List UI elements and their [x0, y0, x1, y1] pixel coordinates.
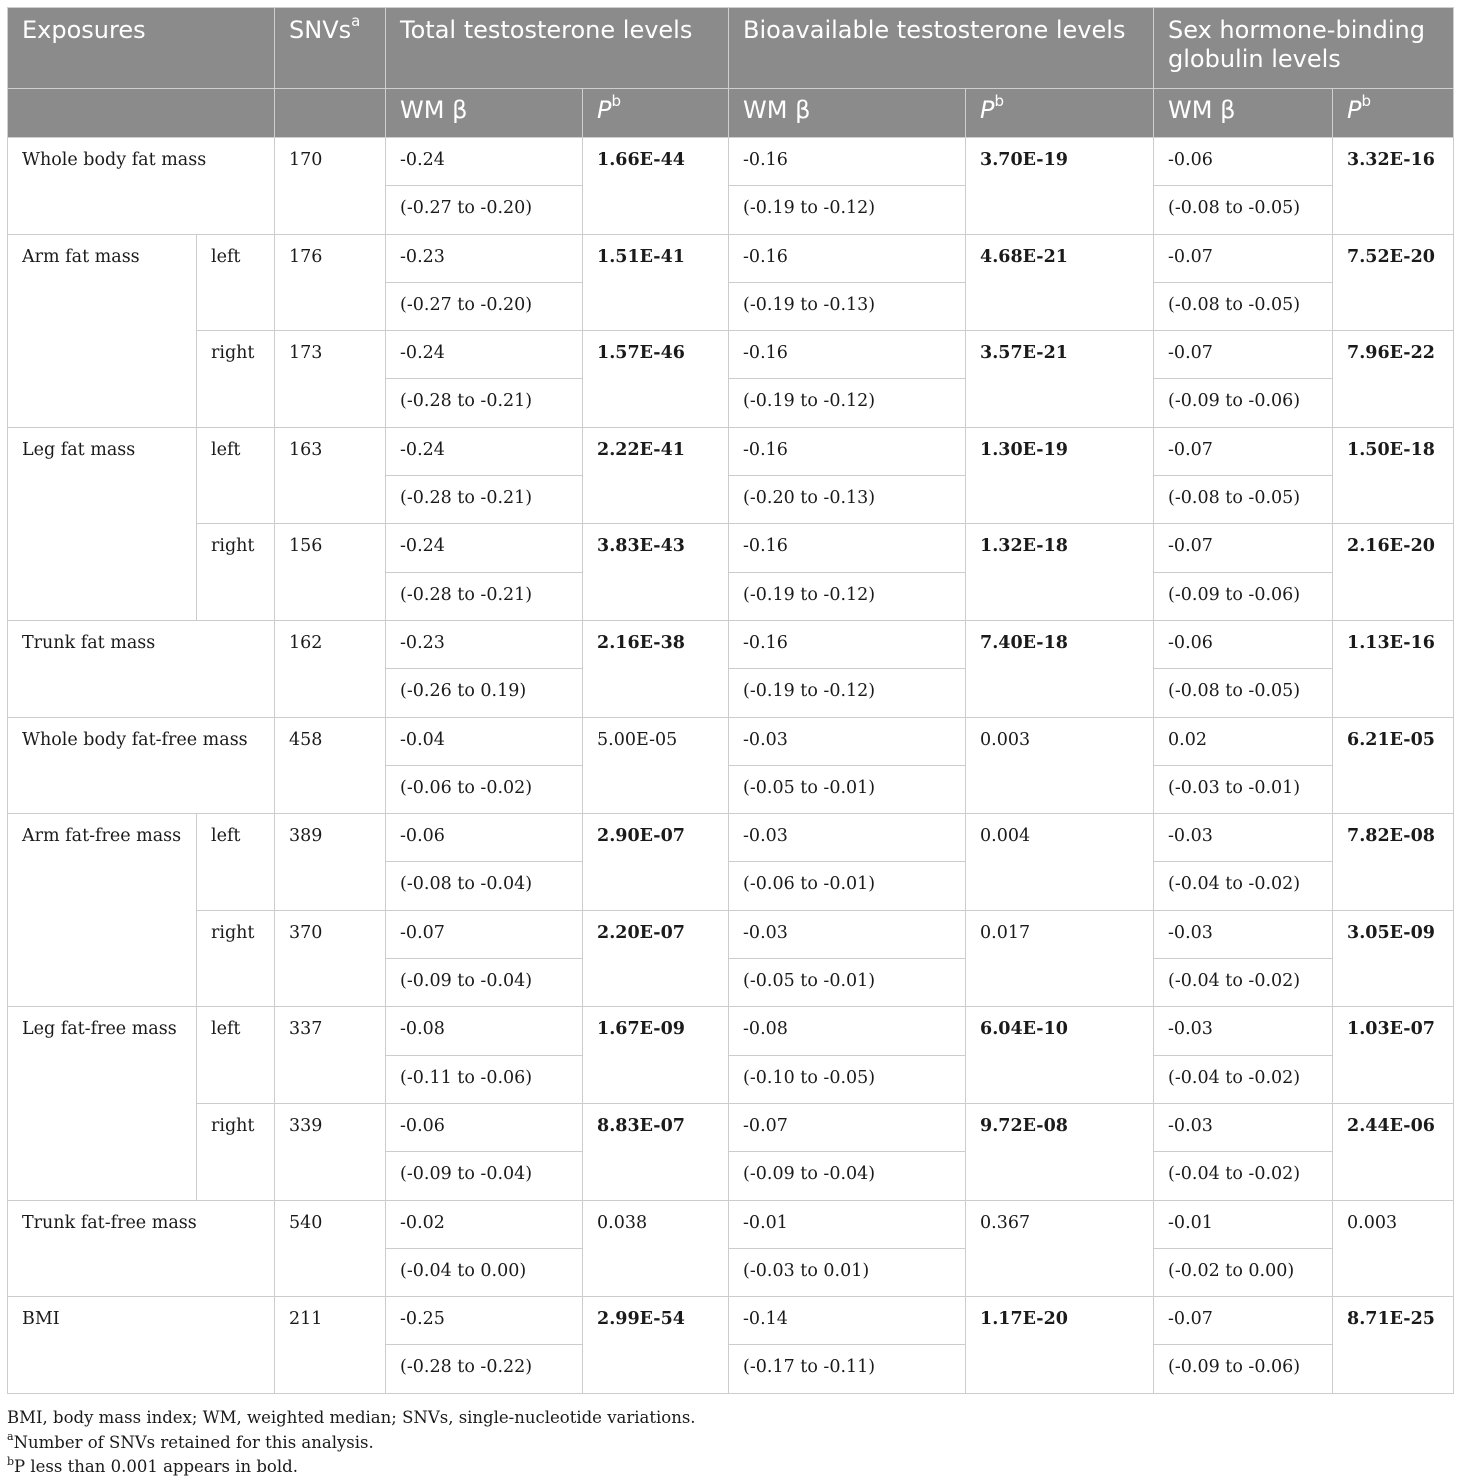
- bioavailable-testosterone-beta: -0.16: [729, 427, 966, 475]
- bioavailable-testosterone-ci: (-0.06 to -0.01): [729, 862, 966, 910]
- shbg-ci: (-0.09 to -0.06): [1154, 379, 1333, 427]
- bioavailable-testosterone-beta: -0.03: [729, 717, 966, 765]
- exposure-label: Trunk fat-free mass: [8, 1200, 275, 1297]
- exposure-label: Leg fat mass: [8, 427, 197, 620]
- shbg-beta: -0.07: [1154, 427, 1333, 475]
- total-testosterone-beta: -0.06: [386, 814, 583, 862]
- side-label: right: [197, 1103, 275, 1200]
- shbg-beta: -0.03: [1154, 1007, 1333, 1055]
- total-testosterone-beta: -0.23: [386, 234, 583, 282]
- table-row: [8, 1007, 1454, 1055]
- total-testosterone-beta: -0.06: [386, 1103, 583, 1151]
- snvs-cell: 389: [275, 814, 386, 911]
- total-testosterone-ci: (-0.04 to 0.00): [386, 1248, 583, 1296]
- header-snvs: SNVs$^a$: [275, 8, 386, 89]
- bioavailable-testosterone-ci: (-0.10 to -0.05): [729, 1055, 966, 1103]
- header-wm-beta: WM β: [729, 89, 966, 138]
- shbg-ci: (-0.04 to -0.02): [1154, 1152, 1333, 1200]
- snvs-cell: 339: [275, 1103, 386, 1200]
- shbg-ci: (-0.04 to -0.02): [1154, 1055, 1333, 1103]
- total-testosterone-ci: (-0.09 to -0.04): [386, 1152, 583, 1200]
- exposure-label: Arm fat mass: [8, 234, 197, 427]
- bioavailable-testosterone-beta: -0.16: [729, 524, 966, 572]
- shbg-p-value: 6.21E-05: [1333, 717, 1454, 814]
- total-testosterone-p-value: 1.66E-44: [583, 138, 729, 235]
- table-row: [8, 910, 1454, 958]
- bioavailable-testosterone-ci: (-0.19 to -0.12): [729, 572, 966, 620]
- bioavailable-testosterone-beta: -0.08: [729, 1007, 966, 1055]
- shbg-p-value: 7.96E-22: [1333, 331, 1454, 428]
- snvs-cell: 162: [275, 620, 386, 717]
- exposure-label: Whole body fat-free mass: [8, 717, 275, 814]
- shbg-ci: (-0.09 to -0.06): [1154, 1345, 1333, 1393]
- table-header: [8, 8, 1454, 138]
- bioavailable-testosterone-p-value: 9.72E-08: [966, 1103, 1154, 1200]
- snvs-cell: 540: [275, 1200, 386, 1297]
- total-testosterone-beta: -0.24: [386, 138, 583, 186]
- bioavailable-testosterone-ci: (-0.19 to -0.12): [729, 186, 966, 234]
- footnote-abbreviations: BMI, body mass index; WM, weighted median; SNVs, single-nucleotide variations.: [7, 1408, 696, 1427]
- total-testosterone-ci: (-0.08 to -0.04): [386, 862, 583, 910]
- header-blank: [275, 89, 386, 138]
- total-testosterone-p-value: 1.51E-41: [583, 234, 729, 331]
- shbg-ci: (-0.03 to -0.01): [1154, 765, 1333, 813]
- total-testosterone-p-value: 2.20E-07: [583, 910, 729, 1007]
- snvs-cell: 458: [275, 717, 386, 814]
- table-row: [8, 1103, 1454, 1151]
- shbg-ci: (-0.09 to -0.06): [1154, 572, 1333, 620]
- total-testosterone-p-value: 5.00E-05: [583, 717, 729, 814]
- shbg-beta: -0.01: [1154, 1200, 1333, 1248]
- bioavailable-testosterone-beta: -0.03: [729, 814, 966, 862]
- total-testosterone-ci: (-0.28 to -0.21): [386, 379, 583, 427]
- bioavailable-testosterone-ci: (-0.19 to -0.13): [729, 282, 966, 330]
- total-testosterone-beta: -0.23: [386, 620, 583, 668]
- footnote-a: $^a$Number of SNVs retained for this analysis.: [7, 1430, 374, 1452]
- header-wm-beta: WM β: [1154, 89, 1333, 138]
- bioavailable-testosterone-p-value: 1.30E-19: [966, 427, 1154, 524]
- shbg-p-value: 2.16E-20: [1333, 524, 1454, 621]
- footnote-b: $^b$P less than 0.001 appears in bold.: [7, 1454, 298, 1476]
- total-testosterone-p-value: 2.16E-38: [583, 620, 729, 717]
- shbg-p-value: 1.03E-07: [1333, 1007, 1454, 1104]
- snvs-cell: 176: [275, 234, 386, 331]
- bioavailable-testosterone-p-value: 7.40E-18: [966, 620, 1154, 717]
- bioavailable-testosterone-p-value: 0.017: [966, 910, 1154, 1007]
- shbg-p-value: 1.50E-18: [1333, 427, 1454, 524]
- bioavailable-testosterone-ci: (-0.19 to -0.12): [729, 669, 966, 717]
- header-p-value: $P^b$: [583, 89, 729, 138]
- side-label: right: [197, 524, 275, 621]
- total-testosterone-ci: (-0.27 to -0.20): [386, 282, 583, 330]
- shbg-ci: (-0.04 to -0.02): [1154, 959, 1333, 1007]
- bioavailable-testosterone-ci: (-0.05 to -0.01): [729, 959, 966, 1007]
- table-row: [8, 524, 1454, 572]
- exposure-label: Arm fat-free mass: [8, 814, 197, 1007]
- snvs-cell: 173: [275, 331, 386, 428]
- table-body: [8, 138, 1454, 1394]
- snvs-cell: 170: [275, 138, 386, 235]
- bioavailable-testosterone-beta: -0.03: [729, 910, 966, 958]
- total-testosterone-p-value: 0.038: [583, 1200, 729, 1297]
- total-testosterone-beta: -0.24: [386, 524, 583, 572]
- total-testosterone-beta: -0.25: [386, 1297, 583, 1345]
- bioavailable-testosterone-p-value: 0.004: [966, 814, 1154, 911]
- total-testosterone-p-value: 3.83E-43: [583, 524, 729, 621]
- table-row: [8, 1200, 1454, 1248]
- shbg-p-value: 1.13E-16: [1333, 620, 1454, 717]
- total-testosterone-beta: -0.07: [386, 910, 583, 958]
- header-shbg: Sex hormone-binding globulin levels: [1154, 8, 1454, 89]
- shbg-p-value: 8.71E-25: [1333, 1297, 1454, 1394]
- shbg-beta: -0.03: [1154, 814, 1333, 862]
- bioavailable-testosterone-p-value: 1.32E-18: [966, 524, 1154, 621]
- total-testosterone-ci: (-0.27 to -0.20): [386, 186, 583, 234]
- bioavailable-testosterone-ci: (-0.19 to -0.12): [729, 379, 966, 427]
- bioavailable-testosterone-p-value: 3.70E-19: [966, 138, 1154, 235]
- total-testosterone-p-value: 2.99E-54: [583, 1297, 729, 1394]
- bioavailable-testosterone-beta: -0.07: [729, 1103, 966, 1151]
- table-row: [8, 620, 1454, 668]
- shbg-p-value: 7.52E-20: [1333, 234, 1454, 331]
- snvs-cell: 337: [275, 1007, 386, 1104]
- shbg-beta: -0.03: [1154, 910, 1333, 958]
- total-testosterone-p-value: 8.83E-07: [583, 1103, 729, 1200]
- bioavailable-testosterone-ci: (-0.05 to -0.01): [729, 765, 966, 813]
- table-footnotes: [7, 1406, 696, 1480]
- table-row: [8, 814, 1454, 862]
- total-testosterone-beta: -0.08: [386, 1007, 583, 1055]
- total-testosterone-p-value: 1.57E-46: [583, 331, 729, 428]
- exposure-label: BMI: [8, 1297, 275, 1394]
- shbg-p-value: 7.82E-08: [1333, 814, 1454, 911]
- bioavailable-testosterone-beta: -0.16: [729, 331, 966, 379]
- side-label: left: [197, 1007, 275, 1104]
- shbg-ci: (-0.08 to -0.05): [1154, 186, 1333, 234]
- total-testosterone-ci: (-0.06 to -0.02): [386, 765, 583, 813]
- table-row: [8, 717, 1454, 765]
- shbg-p-value: 0.003: [1333, 1200, 1454, 1297]
- shbg-beta: -0.07: [1154, 331, 1333, 379]
- shbg-beta: 0.02: [1154, 717, 1333, 765]
- total-testosterone-ci: (-0.28 to -0.21): [386, 476, 583, 524]
- total-testosterone-ci: (-0.28 to -0.22): [386, 1345, 583, 1393]
- exposure-label: Leg fat-free mass: [8, 1007, 197, 1200]
- shbg-beta: -0.06: [1154, 620, 1333, 668]
- shbg-beta: -0.07: [1154, 524, 1333, 572]
- bioavailable-testosterone-p-value: 0.367: [966, 1200, 1154, 1297]
- exposure-label: Whole body fat mass: [8, 138, 275, 235]
- snvs-cell: 163: [275, 427, 386, 524]
- bioavailable-testosterone-beta: -0.16: [729, 620, 966, 668]
- header-blank: [8, 89, 275, 138]
- shbg-p-value: 3.32E-16: [1333, 138, 1454, 235]
- side-label: right: [197, 910, 275, 1007]
- total-testosterone-ci: (-0.09 to -0.04): [386, 959, 583, 1007]
- total-testosterone-p-value: 1.67E-09: [583, 1007, 729, 1104]
- header-p-value: $P^b$: [966, 89, 1154, 138]
- shbg-ci: (-0.08 to -0.05): [1154, 476, 1333, 524]
- side-label: left: [197, 814, 275, 911]
- total-testosterone-beta: -0.24: [386, 427, 583, 475]
- bioavailable-testosterone-p-value: 0.003: [966, 717, 1154, 814]
- bioavailable-testosterone-ci: (-0.17 to -0.11): [729, 1345, 966, 1393]
- snvs-cell: 370: [275, 910, 386, 1007]
- total-testosterone-ci: (-0.28 to -0.21): [386, 572, 583, 620]
- total-testosterone-p-value: 2.22E-41: [583, 427, 729, 524]
- header-bioavailable-testosterone: Bioavailable testosterone levels: [729, 8, 1154, 89]
- table-row: [8, 138, 1454, 186]
- shbg-ci: (-0.08 to -0.05): [1154, 669, 1333, 717]
- shbg-beta: -0.07: [1154, 1297, 1333, 1345]
- table-row: [8, 331, 1454, 379]
- table-row: [8, 234, 1454, 282]
- bioavailable-testosterone-p-value: 1.17E-20: [966, 1297, 1154, 1394]
- shbg-ci: (-0.04 to -0.02): [1154, 862, 1333, 910]
- shbg-p-value: 3.05E-09: [1333, 910, 1454, 1007]
- results-table: [7, 7, 1454, 1394]
- side-label: right: [197, 331, 275, 428]
- table-row: [8, 427, 1454, 475]
- bioavailable-testosterone-ci: (-0.20 to -0.13): [729, 476, 966, 524]
- shbg-ci: (-0.08 to -0.05): [1154, 282, 1333, 330]
- shbg-beta: -0.07: [1154, 234, 1333, 282]
- side-label: left: [197, 427, 275, 524]
- header-total-testosterone: Total testosterone levels: [386, 8, 729, 89]
- header-p-value: $P^b$: [1333, 89, 1454, 138]
- side-label: left: [197, 234, 275, 331]
- header-exposures: Exposures: [8, 8, 275, 89]
- total-testosterone-beta: -0.24: [386, 331, 583, 379]
- bioavailable-testosterone-beta: -0.16: [729, 138, 966, 186]
- bioavailable-testosterone-ci: (-0.03 to 0.01): [729, 1248, 966, 1296]
- total-testosterone-beta: -0.04: [386, 717, 583, 765]
- shbg-beta: -0.06: [1154, 138, 1333, 186]
- bioavailable-testosterone-p-value: 4.68E-21: [966, 234, 1154, 331]
- table-row: [8, 1297, 1454, 1345]
- header-wm-beta: WM β: [386, 89, 583, 138]
- shbg-ci: (-0.02 to 0.00): [1154, 1248, 1333, 1296]
- bioavailable-testosterone-p-value: 6.04E-10: [966, 1007, 1154, 1104]
- exposure-label: Trunk fat mass: [8, 620, 275, 717]
- snvs-cell: 211: [275, 1297, 386, 1394]
- bioavailable-testosterone-p-value: 3.57E-21: [966, 331, 1154, 428]
- shbg-beta: -0.03: [1154, 1103, 1333, 1151]
- total-testosterone-ci: (-0.26 to 0.19): [386, 669, 583, 717]
- total-testosterone-p-value: 2.90E-07: [583, 814, 729, 911]
- total-testosterone-ci: (-0.11 to -0.06): [386, 1055, 583, 1103]
- bioavailable-testosterone-ci: (-0.09 to -0.04): [729, 1152, 966, 1200]
- bioavailable-testosterone-beta: -0.01: [729, 1200, 966, 1248]
- total-testosterone-beta: -0.02: [386, 1200, 583, 1248]
- shbg-p-value: 2.44E-06: [1333, 1103, 1454, 1200]
- bioavailable-testosterone-beta: -0.16: [729, 234, 966, 282]
- bioavailable-testosterone-beta: -0.14: [729, 1297, 966, 1345]
- snvs-cell: 156: [275, 524, 386, 621]
